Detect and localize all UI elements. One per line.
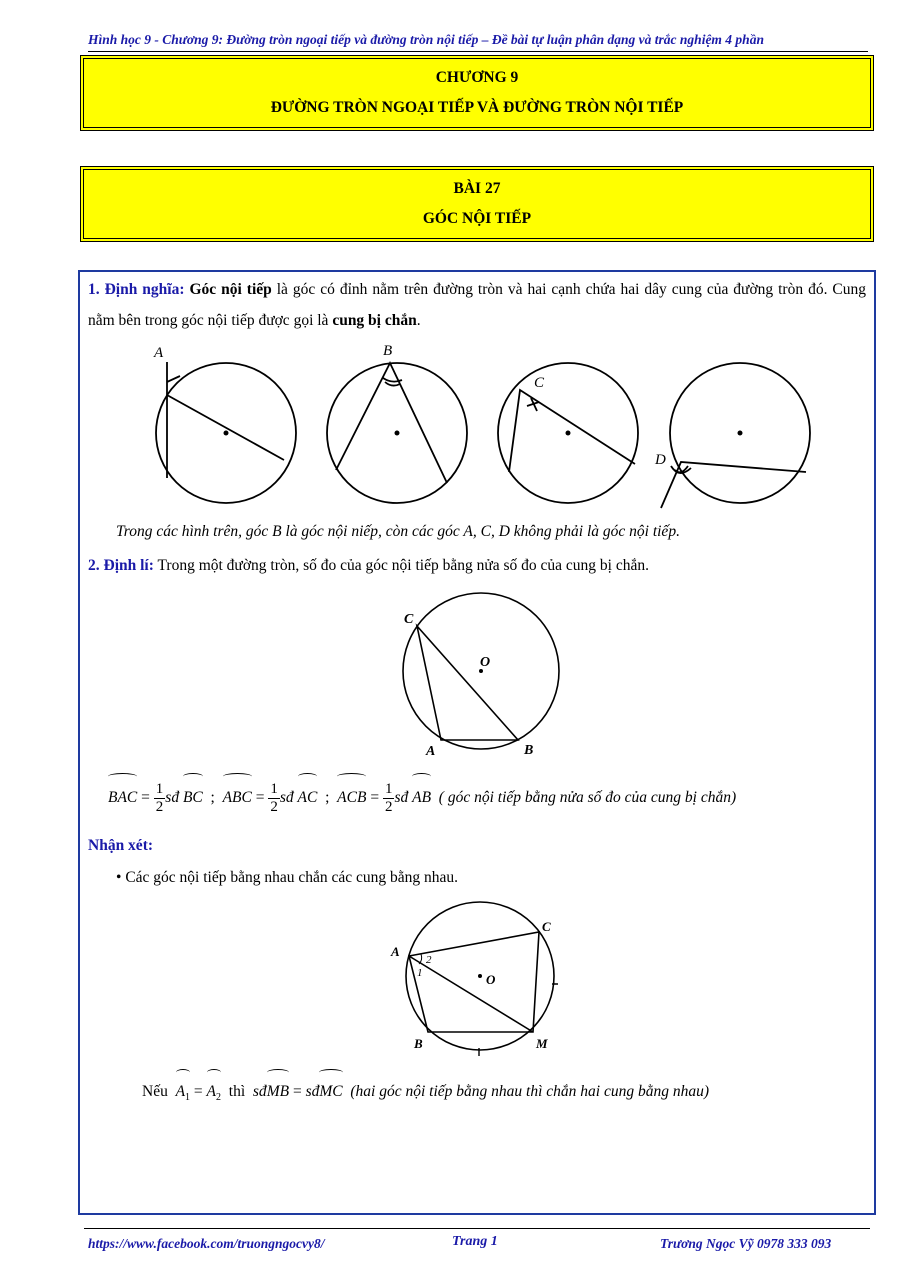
triangle-abc xyxy=(417,626,518,740)
arc-ab: AB xyxy=(412,778,431,818)
label-c: C xyxy=(534,375,545,391)
arc-bc: BC xyxy=(183,778,203,818)
label-a: A xyxy=(426,744,436,759)
fraction-half: $\frac{1}{2}$ xyxy=(384,780,393,815)
footer-rule xyxy=(84,1228,870,1229)
definition-paragraph: 1. Định nghĩa: Góc nội tiếp là góc có đỉnh nằm trên đường tròn và hai cạnh chứa hai dây cung của đường tròn đó. Cung nằm bên trong góc nội tiếp được gọi là cung bị chắn. xyxy=(88,281,867,329)
remark-label: Nhận xét: xyxy=(88,837,154,854)
theorem-label: 2. Định lí: xyxy=(88,557,154,574)
label-o: O xyxy=(486,972,496,987)
footer-url-link[interactable]: https://www.facebook.com/truongngocvy8/ xyxy=(88,1236,325,1251)
footer-page-number: Trang 1 xyxy=(452,1234,498,1249)
chapter-title-box xyxy=(80,55,874,131)
definition-term: Góc nội tiếp xyxy=(189,281,272,298)
label-m: M xyxy=(536,1036,548,1051)
label-o: O xyxy=(480,655,491,670)
angle-a2: $A_2$ xyxy=(207,1074,221,1116)
theorem-figure xyxy=(396,592,576,760)
remark-item xyxy=(116,862,856,893)
remark-item-text: Các góc nội tiếp bằng nhau chắn các cung bằng nhau. xyxy=(125,869,459,886)
angle-acb: ACB xyxy=(337,778,366,818)
definition-text: là góc có đỉnh nằm trên đường tròn và hai cạnh chứa hai dây cung của đường tròn đó. Cung nằm bên trong góc nội tiếp được gọi là xyxy=(88,281,867,329)
bullet-icon: • xyxy=(116,869,122,886)
arc-mc: MC xyxy=(319,1074,342,1110)
label-1: 1 xyxy=(417,967,423,979)
arc-mb: MB xyxy=(267,1074,289,1110)
center-dot xyxy=(478,974,482,978)
angle-a-lines xyxy=(167,395,284,478)
quadrilateral-acmb xyxy=(409,932,539,1032)
figure1-caption: Trong các hình trên, góc B là góc nội niếp, còn các góc A, C, D không phải là góc nội tiếp. xyxy=(116,523,680,540)
formula-note: ( góc nội tiếp bằng nửa số đo của cung bị chắn) xyxy=(438,789,737,806)
angle-a1: $A_1$ xyxy=(176,1074,190,1116)
theorem-paragraph xyxy=(88,550,866,581)
definition-term2: cung bị chắn xyxy=(332,312,417,329)
lesson-title-box xyxy=(80,166,874,242)
inscribed-angle-examples-figure xyxy=(140,338,820,514)
center-dot xyxy=(566,431,571,436)
lesson-title: GÓC NỘI TIẾP xyxy=(422,210,532,227)
label-c: C xyxy=(404,612,414,627)
chapter-title: ĐƯỜNG TRÒN NGOẠI TIẾP VÀ ĐƯỜNG TRÒN NỘI TIẾP xyxy=(270,99,684,116)
conclusion-line: Nếu $A_1 = A_2$ thì sđMB = sđMC (hai góc nội tiếp bằng nhau thì chắn hai cung bằng nhau) xyxy=(142,1074,862,1116)
center-dot xyxy=(395,431,400,436)
lesson-number: BÀI 27 xyxy=(453,180,501,197)
label-b: B xyxy=(524,743,534,758)
label-2: 2 xyxy=(426,954,432,966)
theorem-formula: BAC = $\frac{1}{2}$ sđ BC ; ABC = $\frac{1}{2}$ sđ AC ; ACB = $\frac{1}{2}$ sđ AB ( góc nội tiếp bằng nửa số đo của cung bị chắn) xyxy=(108,778,868,818)
equal-angles-figure xyxy=(388,900,568,1060)
label-a: A xyxy=(391,944,400,959)
arc-ac: AC xyxy=(298,778,318,818)
angle-c-lines xyxy=(509,390,635,472)
page-header: Hình học 9 - Chương 9: Đường tròn ngoại tiếp và đường tròn nội tiếp – Đề bài tự luận phân dạng và trắc nghiệm 4 phần xyxy=(88,32,868,52)
center-dot xyxy=(224,431,229,436)
center-dot xyxy=(738,431,743,436)
label-d: D xyxy=(655,452,666,468)
fraction-half: $\frac{1}{2}$ xyxy=(270,780,278,815)
angle-abc: ABC xyxy=(223,778,252,818)
conclusion-note: (hai góc nội tiếp bằng nhau thì chắn hai cung bằng nhau) xyxy=(350,1083,709,1100)
angle-bac: BAC xyxy=(108,778,137,818)
angle-d-lines xyxy=(661,462,806,508)
footer-author: Trương Ngọc Vỹ 0978 333 093 xyxy=(660,1236,832,1251)
fraction-half: $\frac{1}{2}$ xyxy=(155,780,164,815)
label-b: B xyxy=(414,1036,423,1051)
chapter-number: CHƯƠNG 9 xyxy=(435,69,519,86)
definition-label: 1. Định nghĩa: xyxy=(88,281,185,298)
label-a: A xyxy=(154,345,164,361)
label-c: C xyxy=(542,919,551,934)
theorem-text: Trong một đường tròn, số đo của góc nội tiếp bằng nửa số đo của cung bị chắn. xyxy=(153,557,649,574)
label-b: B xyxy=(383,343,393,359)
